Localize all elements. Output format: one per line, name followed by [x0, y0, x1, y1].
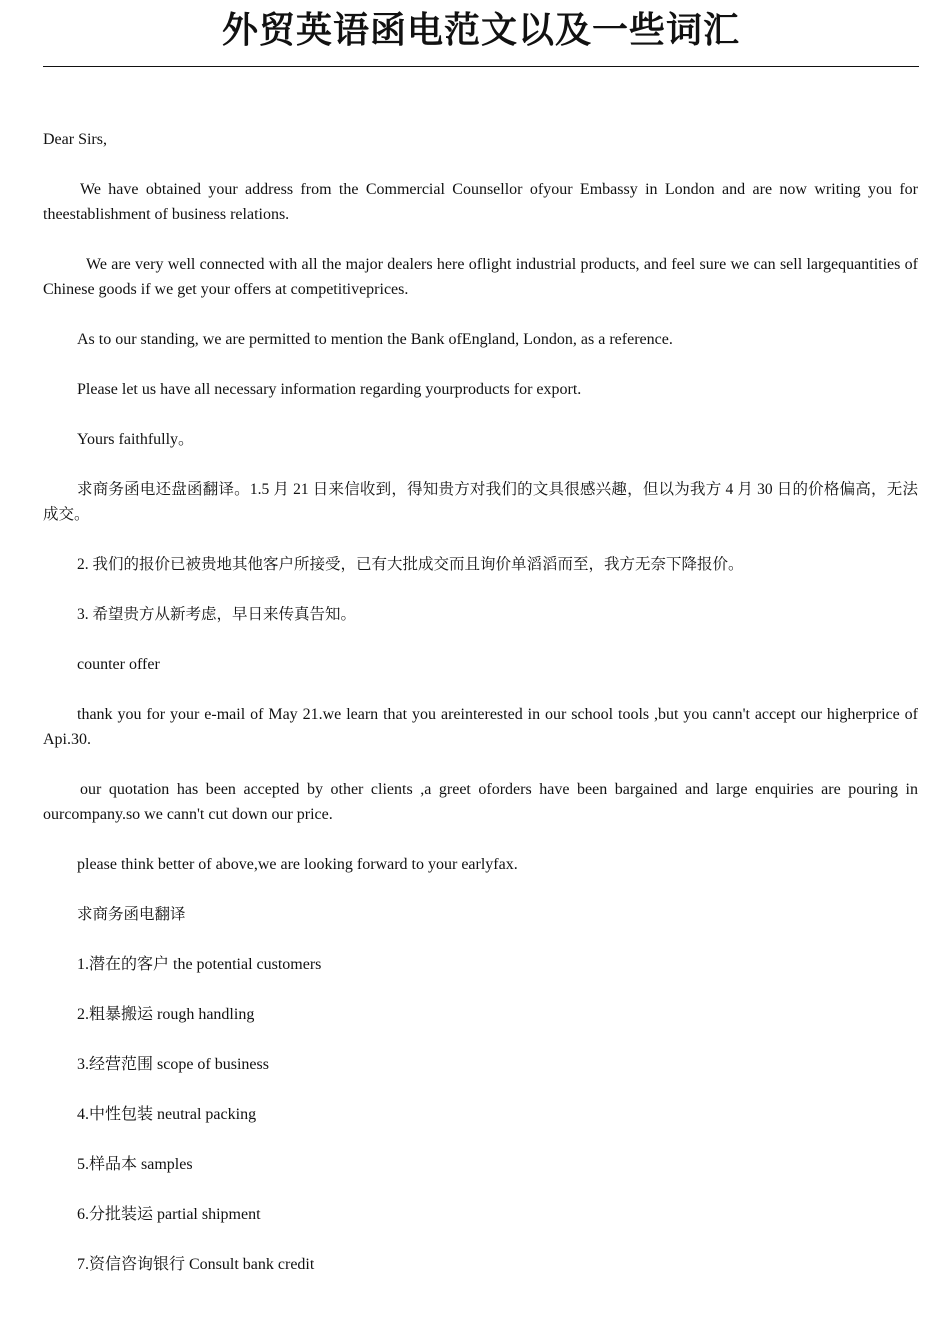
- paragraph: our quotation has been accepted by other clients ,a greet oforders have been bargained and large enquiries are pouring in ourcompany.so we cann't cut down our price.: [43, 781, 918, 823]
- vocab-item: 4.中性包装 neutral packing: [77, 1106, 257, 1123]
- paragraph: As to our standing, we are permitted to mention the Bank ofEngland, London, as a reference.: [77, 331, 673, 348]
- paragraph: We have obtained your address from the Commercial Counsellor ofyour Embassy in London and are now writing you for theestablishment of business relations.: [43, 181, 918, 223]
- paragraph: 3. 希望贵方从新考虑，早日来传真告知。: [77, 606, 357, 623]
- paragraph: We are very well connected with all the major dealers here oflight industrial products, and feel sure we can sell largequantities of Chinese goods if we get your offers at competitiveprices.: [43, 256, 918, 298]
- vocab-item: 1.潜在的客户 the potential customers: [77, 956, 322, 973]
- vocab-item: 5.样品本 samples: [77, 1156, 193, 1173]
- title-divider: [43, 66, 919, 67]
- paragraph: please think better of above,we are looking forward to your earlyfax.: [77, 856, 518, 873]
- section-heading: counter offer: [77, 656, 160, 673]
- paragraph: Please let us have all necessary information regarding yourproducts for export.: [77, 381, 582, 398]
- vocab-item: 7.资信咨询银行 Consult bank credit: [77, 1256, 315, 1273]
- paragraph: thank you for your e-mail of May 21.we learn that you areinterested in our school tools ,but you cann't accept our higherprice of Api.30.: [43, 706, 918, 748]
- greeting: Dear Sirs,: [43, 131, 107, 148]
- paragraph: 2. 我们的报价已被贵地其他客户所接受，已有大批成交而且询价单滔滔而至，我方无奈下降报价。: [77, 556, 744, 573]
- closing: Yours faithfully。: [77, 431, 195, 448]
- paragraph: 求商务函电还盘函翻译。1.5 月 21 日来信收到，得知贵方对我们的文具很感兴趣，但以为我方 4 月 30 日的价格偏高，无法成交。: [43, 481, 918, 523]
- vocab-item: 6.分批装运 partial shipment: [77, 1206, 261, 1223]
- document-body: [43, 127, 918, 1302]
- document-title: 外贸英语函电范文以及一些词汇: [221, 9, 740, 51]
- section-heading: 求商务函电翻译: [77, 906, 186, 923]
- vocab-item: 2.粗暴搬运 rough handling: [77, 1006, 255, 1023]
- vocab-item: 3.经营范围 scope of business: [77, 1056, 269, 1073]
